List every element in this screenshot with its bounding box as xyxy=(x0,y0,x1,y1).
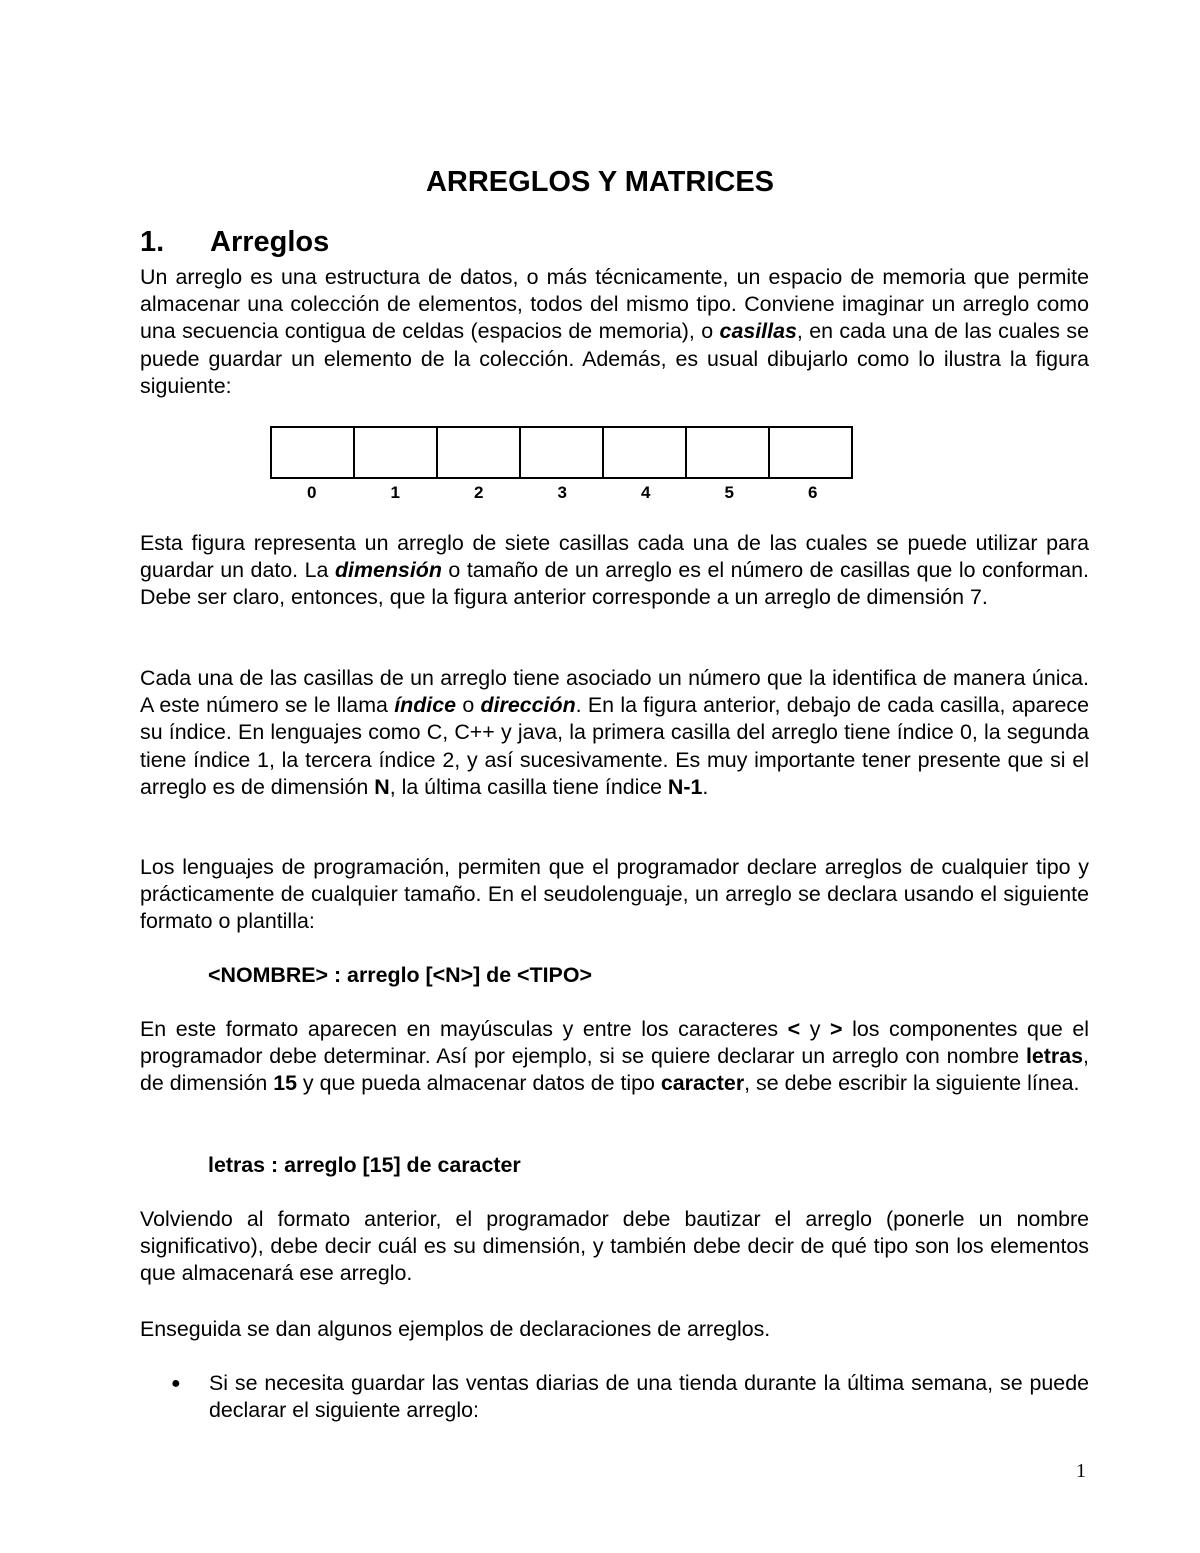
paragraph-text: , la última casilla tiene índice xyxy=(389,774,668,799)
symbol-lt: < xyxy=(787,1017,801,1041)
array-cell xyxy=(685,426,770,479)
paragraph-text: los componentes que el programador debe determinar. Así por ejemplo, si se quiere declarar un arreglo con nombre xyxy=(140,1017,1089,1069)
array-cell xyxy=(436,426,521,479)
paragraph-text: , en cada una de las cuales se puede guardar un elemento de la colección. Además, es usual dibujarlo como lo ilustra la figura siguiente: xyxy=(140,319,1089,398)
array-index: 6 xyxy=(808,483,818,502)
term-n-minus-1: N-1 xyxy=(667,774,703,799)
paragraph-text: y que pueda almacenar datos de tipo xyxy=(296,1071,661,1096)
paragraph-text: o xyxy=(456,693,481,718)
paragraph-index xyxy=(140,665,1089,801)
paragraph-dimension xyxy=(140,530,1089,612)
paragraph-text: En este formato aparecen en mayúsculas y entre los caracteres xyxy=(140,1017,788,1041)
array-cell xyxy=(602,426,687,479)
paragraph-text: Cada una de las casillas de un arreglo tiene asociado un número que la identifica de manera única. A este número se le llama xyxy=(140,666,1089,718)
section-number: 1. xyxy=(140,226,165,258)
paragraph-text: o tamaño de un arreglo es el número de casillas que lo conforman. Debe ser claro, entonces, que la figura anterior corresponde a un arreglo de dimensión 7. xyxy=(140,558,1089,610)
paragraph-text: , se debe escribir la siguiente línea. xyxy=(744,1071,1080,1096)
symbol-gt: > xyxy=(830,1017,843,1041)
array-indices xyxy=(270,483,855,503)
term-n: N xyxy=(374,774,390,799)
list-item: Si se necesita guardar las ventas diarias de una tienda durante la última semana, se puede declarar el siguiente arreglo: xyxy=(209,1371,1089,1423)
paragraph-summary: Volviendo al formato anterior, el programador debe bautizar el arreglo (ponerle un nombre significativo), debe decir cuál es su dimensión, y también debe decir de qué tipo son los elementos que almacenará ese arreglo. xyxy=(140,1207,1089,1286)
paragraph-text: . xyxy=(702,774,709,799)
section-heading xyxy=(140,222,329,262)
term-indice: índice xyxy=(394,693,457,718)
term-direccion: dirección xyxy=(480,693,576,718)
paragraph-text: , de dimensión xyxy=(140,1044,1089,1096)
paragraph-text: Esta figura representa un arreglo de siete casillas cada una de las cuales se puede utilizar para guardar un dato. La xyxy=(140,531,1089,583)
array-cell xyxy=(353,426,438,479)
term-dimension: dimensión xyxy=(334,558,442,583)
paragraph-format xyxy=(140,1016,1089,1098)
array-index: 3 xyxy=(557,483,567,502)
array-index: 4 xyxy=(641,483,651,502)
array-cell xyxy=(270,426,355,479)
document-title: ARREGLOS Y MATRICES xyxy=(425,166,775,198)
section-title: Arreglos xyxy=(210,226,330,258)
array-index: 5 xyxy=(724,483,734,502)
array-index: 0 xyxy=(307,483,317,502)
array-index: 2 xyxy=(474,483,484,502)
paragraph-intro xyxy=(140,264,1089,400)
array-cells xyxy=(270,426,855,479)
term-caracter: caracter xyxy=(660,1071,745,1096)
paragraph-examples: Enseguida se dan algunos ejemplos de declaraciones de arreglos. xyxy=(140,1317,771,1341)
paragraph-languages: Los lenguajes de programación, permiten que el programador declare arreglos de cualquier tipo y prácticamente de cualquier tamaño. En el seudolenguaje, un arreglo se declara usando el siguiente formato o plantilla: xyxy=(140,855,1089,934)
term-letras: letras xyxy=(1025,1044,1084,1069)
code-example: letras : arreglo [15] de caracter xyxy=(208,1153,521,1177)
paragraph-text: y xyxy=(800,1017,831,1041)
bullet-icon: ● xyxy=(171,1375,181,1392)
term-15: 15 xyxy=(273,1071,297,1096)
paragraph-text: . En la figura anterior, debajo de cada casilla, aparece su índice. En lenguajes como C, C++ y java, la primera casilla del arreglo tiene índice 0, la segunda tiene índice 1, la tercera índice 2, y así sucesivamente. Es muy importante tener presente que si el arreglo es de dimensión xyxy=(140,693,1089,799)
term-casillas: casillas xyxy=(719,319,797,344)
array-cell xyxy=(519,426,604,479)
code-template: <NOMBRE> : arreglo [<N>] de <TIPO> xyxy=(208,963,592,987)
paragraph-text: Un arreglo es una estructura de datos, o más técnicamente, un espacio de memoria que permite almacenar una colección de elementos, todos del mismo tipo. Conviene imaginar un arreglo como una secuencia contigua de celdas (espacios de memoria), o xyxy=(140,265,1089,344)
array-figure xyxy=(270,426,855,503)
array-index: 1 xyxy=(390,483,400,502)
array-cell xyxy=(768,426,853,479)
page-number: 1 xyxy=(1076,1460,1086,1482)
